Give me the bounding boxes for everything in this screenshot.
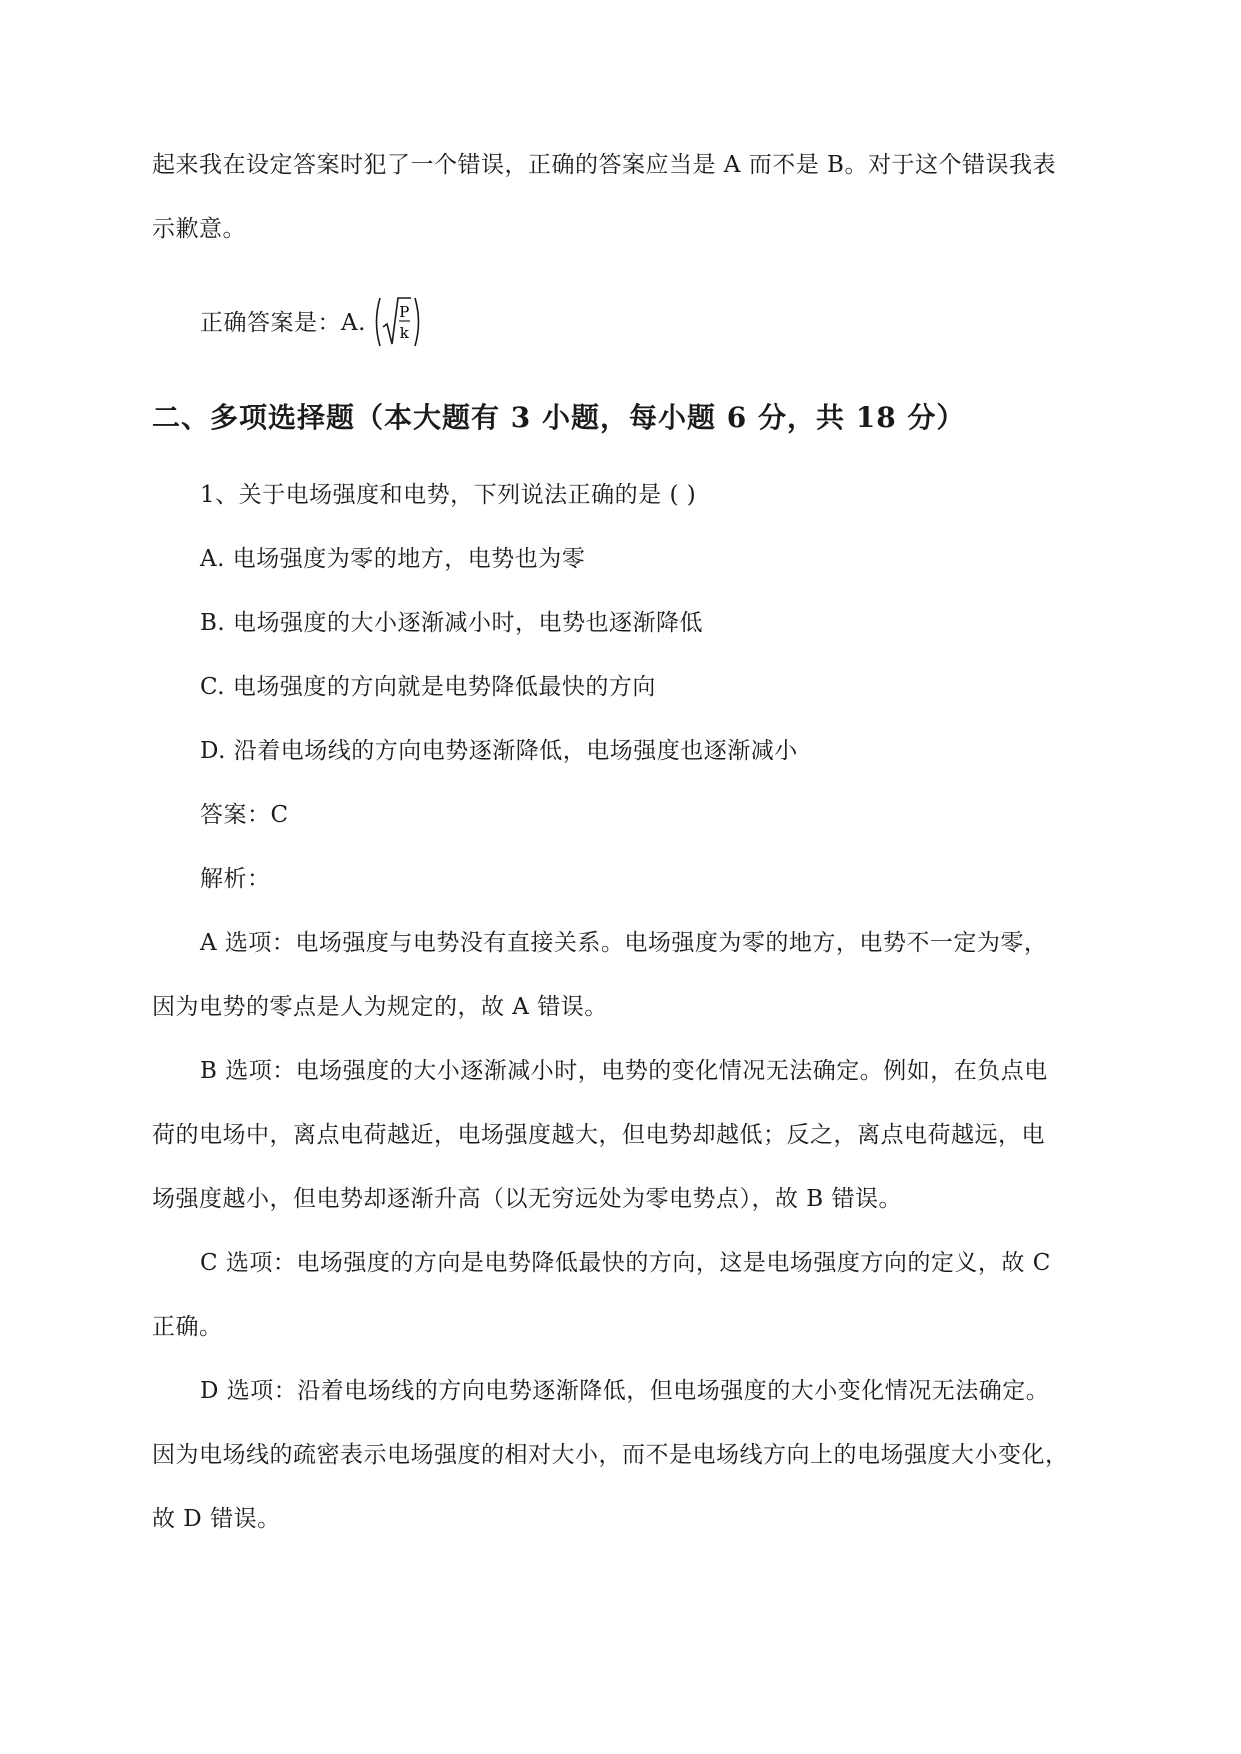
analysis-d-line-3: 故 D 错误。 <box>152 1506 281 1532</box>
option-c: C. 电场强度的方向就是电势降低最快的方向 <box>200 674 656 700</box>
sqrt-formula <box>374 294 422 350</box>
intro-line-1: 起来我在设定答案时犯了一个错误，正确的答案应当是 A 而不是 B。对于这个错误我表 <box>152 152 1056 178</box>
formula-denominator: k <box>399 324 410 342</box>
analysis-b-line-2: 荷的电场中，离点电荷越近，电场强度越大，但电势却越低；反之，离点电荷越远，电 <box>152 1122 1045 1148</box>
correct-answer-line <box>200 296 422 352</box>
analysis-c-line-1: C 选项：电场强度的方向是电势降低最快的方向，这是电场强度方向的定义，故 C <box>200 1250 1051 1276</box>
analysis-b-line-1: B 选项：电场强度的大小逐渐减小时，电势的变化情况无法确定。例如，在负点电 <box>200 1058 1048 1084</box>
option-d: D. 沿着电场线的方向电势逐渐降低，电场强度也逐渐减小 <box>200 738 798 764</box>
analysis-label: 解析： <box>200 866 271 892</box>
intro-line-2: 示歉意。 <box>152 216 246 242</box>
option-b: B. 电场强度的大小逐渐减小时，电势也逐渐降低 <box>200 610 704 636</box>
correct-answer-prefix: 正确答案是：A. <box>200 310 366 336</box>
analysis-a-line-1: A 选项：电场强度与电势没有直接关系。电场强度为零的地方，电势不一定为零， <box>200 930 1048 956</box>
analysis-b-line-3: 场强度越小，但电势却逐渐升高（以无穷远处为零电势点），故 B 错误。 <box>152 1186 903 1212</box>
analysis-d-line-2: 因为电场线的疏密表示电场强度的相对大小，而不是电场线方向上的电场强度大小变化， <box>152 1442 1069 1468</box>
formula-numerator: P <box>398 303 410 321</box>
analysis-a-line-2: 因为电势的零点是人为规定的，故 A 错误。 <box>152 994 608 1020</box>
option-a: A. 电场强度为零的地方，电势也为零 <box>200 546 586 572</box>
answer-line: 答案：C <box>200 802 289 828</box>
question-stem: 1、关于电场强度和电势，下列说法正确的是 ( ) <box>200 482 697 508</box>
section-heading: 二、多项选择题（本大题有 3 小题，每小题 6 分，共 18 分） <box>152 401 966 434</box>
analysis-d-line-1: D 选项：沿着电场线的方向电势逐渐降低，但电场强度的大小变化情况无法确定。 <box>200 1378 1050 1404</box>
analysis-c-line-2: 正确。 <box>152 1314 223 1340</box>
